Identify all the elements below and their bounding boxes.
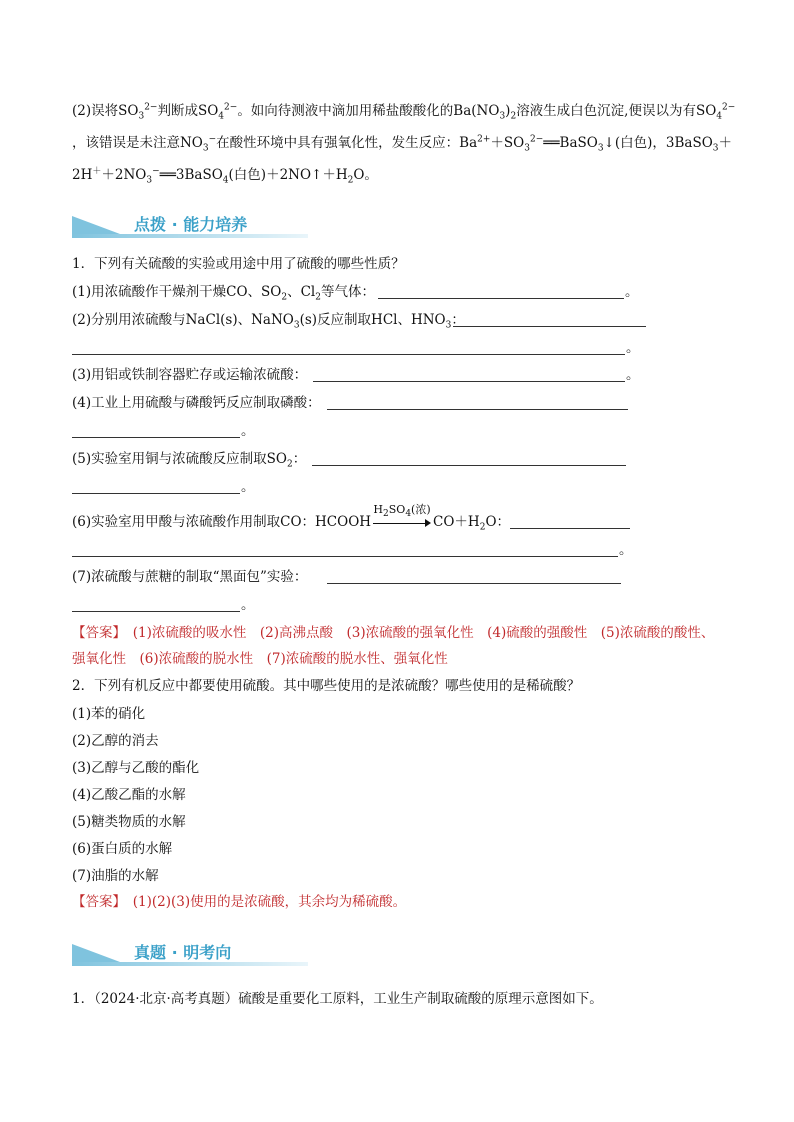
q1-item-4-blank-b[interactable] — [72, 437, 240, 438]
intro-line-1: (2)误将$SO_3^{2-}$判断成$SO_4^{2-}$。如向待测液中滴加用稀盐酸酸化的$Ba(NO_3)_2$溶液生成白色沉淀,便误以为有$SO_4^{2-}$ — [72, 102, 736, 122]
section-title: 真题 · 明考向 — [134, 943, 232, 962]
q1-item-1-period: 。 — [625, 284, 639, 300]
q1-item-7: (7)浓硫酸与蔗糖的制取“黑面包”实验： — [72, 569, 308, 585]
q1-item-5-period: 。 — [241, 479, 255, 495]
q2-stem: 2．下列有机反应中都要使用硫酸。其中哪些使用的是浓硫酸？哪些使用的是稀硫酸？ — [72, 678, 581, 694]
header-triangle-decoration — [72, 216, 120, 234]
answer-label: 【答案】 — [72, 625, 120, 641]
q1-item-7-blank-b[interactable] — [72, 611, 240, 612]
reaction-arrow — [373, 502, 431, 530]
reaction-arrow-condition: $H_2SO_4$(浓) — [373, 502, 431, 519]
section-title: 点拨 · 能力培养 — [134, 215, 248, 234]
section-header-zhenti — [72, 942, 308, 966]
q1-item-2-period: 。 — [626, 340, 640, 356]
q1-answer-line-2: 强氧化性 (6)浓硫酸的脱水性 (7)浓硫酸的脱水性、强氧化性 — [72, 651, 448, 667]
q1-item-1: (1)用浓硫酸作干燥剂干燥CO、$SO_2$、$Cl_2$等气体： — [72, 284, 375, 303]
q1-item-5-blank-b[interactable] — [72, 493, 240, 494]
intro-line-2: ，该错误是未注意$NO_3^-$在酸性环境中具有强氧化性，发生反应：$Ba^{2+}+SO_3^{2-}══BaSO_3↓$(白色)，3BaSO$_3$＋ — [72, 134, 733, 154]
q1-item-6-blank-b[interactable] — [72, 556, 618, 557]
q1-stem: 1．下列有关硫酸的实验或用途中用了硫酸的哪些性质？ — [72, 256, 405, 272]
q2-item-5: (5)糖类物质的水解 — [72, 814, 186, 830]
q1-item-5: (5)实验室用铜与浓硫酸反应制取$SO_2$： — [72, 451, 307, 470]
q1-answer-line-1: 【答案】 (1)浓硫酸的吸水性 (2)高沸点酸 (3)浓硫酸的强氧化性 (4)硫酸的强酸性 (5)浓硫酸的酸性、 — [72, 625, 715, 641]
q1-item-4-blank-a[interactable] — [327, 409, 628, 410]
q1-item-7-period: 。 — [241, 597, 255, 613]
answer-label: 【答案】 — [72, 894, 120, 910]
q1-item-6-blank-a[interactable] — [510, 528, 630, 529]
q2-item-7: (7)油脂的水解 — [72, 868, 159, 884]
q2-item-2: (2)乙醇的消去 — [72, 733, 159, 749]
q2-item-6: (6)蛋白质的水解 — [72, 841, 173, 857]
arrow-head-icon — [425, 519, 431, 527]
header-triangle-decoration — [72, 944, 120, 962]
q1-item-6-period: 。 — [619, 542, 633, 558]
q1-item-7-blank-a[interactable] — [327, 583, 621, 584]
q1-item-4-period: 。 — [241, 423, 255, 439]
q1-item-6: (6)实验室用甲酸与浓硫酸作用制取CO：HCOOH $H_2SO_4$(浓) $CO+H_2O$： — [72, 502, 511, 533]
q1-item-2-blank-b[interactable] — [72, 354, 625, 355]
section-header-dianbo — [72, 214, 308, 238]
intro-line-3: $2H^++2NO_3^-══3BaSO_4$(白色)$+2NO↑+H_2O$。 — [72, 166, 378, 186]
q1-item-3: (3)用铝或铁制容器贮存或运输浓硫酸： — [72, 367, 308, 383]
q1-item-4: (4)工业上用硫酸与磷酸钙反应制取磷酸： — [72, 395, 321, 411]
q1-item-2: (2)分别用浓硫酸与NaCl(s)、NaNO$_3$(s)反应制取HCl、$HNO_3$： — [72, 312, 465, 331]
q1-item-5-blank-a[interactable] — [312, 465, 626, 466]
q1-item-3-period: 。 — [626, 367, 640, 383]
q2-answer: 【答案】 (1)(2)(3)使用的是浓硫酸，其余均为稀硫酸。 — [72, 894, 407, 910]
q1-item-1-blank[interactable] — [378, 298, 624, 299]
q1-item-3-blank[interactable] — [313, 381, 625, 382]
q2-item-4: (4)乙酸乙酯的水解 — [72, 787, 186, 803]
q3-stem: 1．（2024·北京·高考真题）硫酸是重要化工原料，工业生产制取硫酸的原理示意图如下。 — [72, 991, 603, 1007]
q2-item-3: (3)乙醇与乙酸的酯化 — [72, 760, 200, 776]
q1-item-2-blank-a[interactable] — [453, 326, 646, 327]
arrow-shaft — [373, 523, 427, 524]
q2-item-1: (1)苯的硝化 — [72, 706, 146, 722]
